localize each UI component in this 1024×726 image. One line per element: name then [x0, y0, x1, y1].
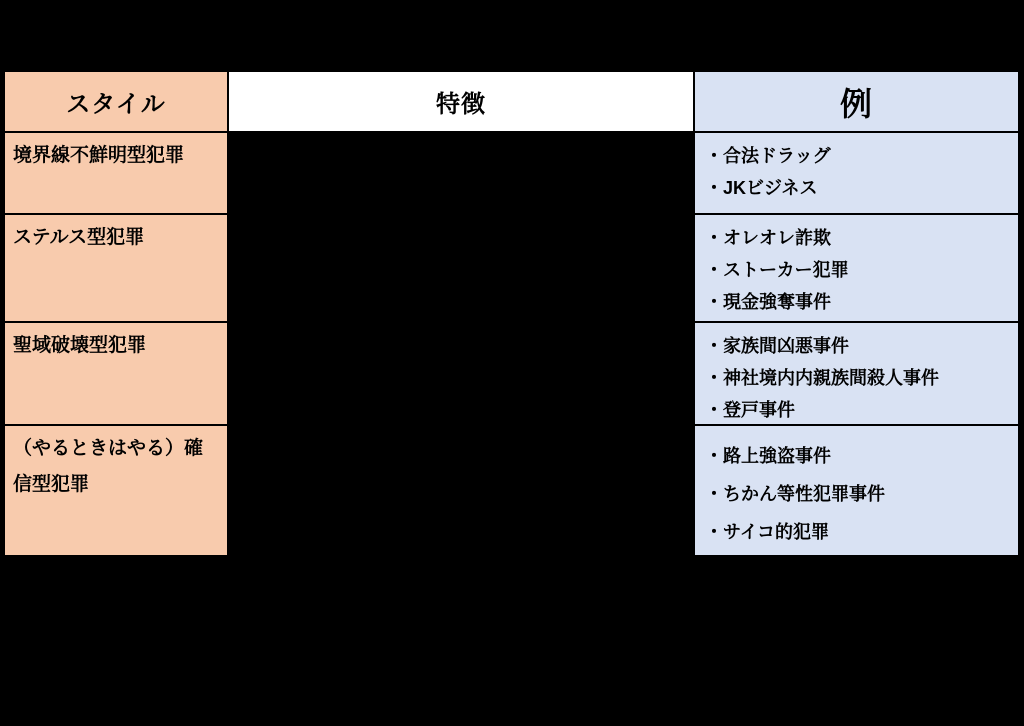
features-cell — [229, 215, 693, 321]
column-header-style: スタイル — [5, 72, 227, 131]
example-item: ・オレオレ詐欺 — [705, 228, 831, 248]
column-header-examples: 例 — [695, 72, 1018, 131]
example-list — [705, 222, 1012, 318]
example-item: ・家族間凶悪事件 — [705, 336, 849, 356]
style-cell: ステルス型犯罪 — [5, 215, 227, 321]
example-item: ・合法ドラッグ — [705, 146, 831, 166]
example-list — [705, 433, 1012, 551]
example-item: ・神社境内内親族間殺人事件 — [705, 368, 939, 388]
examples-cell — [695, 323, 1018, 424]
example-item: ・ストーカー犯罪 — [705, 260, 849, 280]
features-cell — [229, 133, 693, 213]
example-item: ・サイコ的犯罪 — [705, 522, 830, 542]
example-item: ・登戸事件 — [705, 400, 795, 420]
example-list — [705, 330, 1012, 426]
example-item: ・ちかん等性犯罪事件 — [705, 484, 885, 504]
style-cell: （やるときはやる）確信型犯罪 — [5, 426, 227, 555]
features-cell — [229, 323, 693, 424]
example-list — [705, 140, 1012, 204]
style-cell: 境界線不鮮明型犯罪 — [5, 133, 227, 213]
examples-cell — [695, 133, 1018, 213]
features-cell — [229, 426, 693, 555]
column-header-features: 特徴 — [229, 72, 693, 131]
example-item: ・路上強盗事件 — [705, 446, 831, 466]
examples-cell — [695, 215, 1018, 321]
example-item: ・JKビジネス — [705, 178, 818, 198]
examples-cell — [695, 426, 1018, 555]
style-cell: 聖域破壊型犯罪 — [5, 323, 227, 424]
crime-style-table — [3, 70, 1020, 557]
example-item: ・現金強奪事件 — [705, 292, 831, 312]
